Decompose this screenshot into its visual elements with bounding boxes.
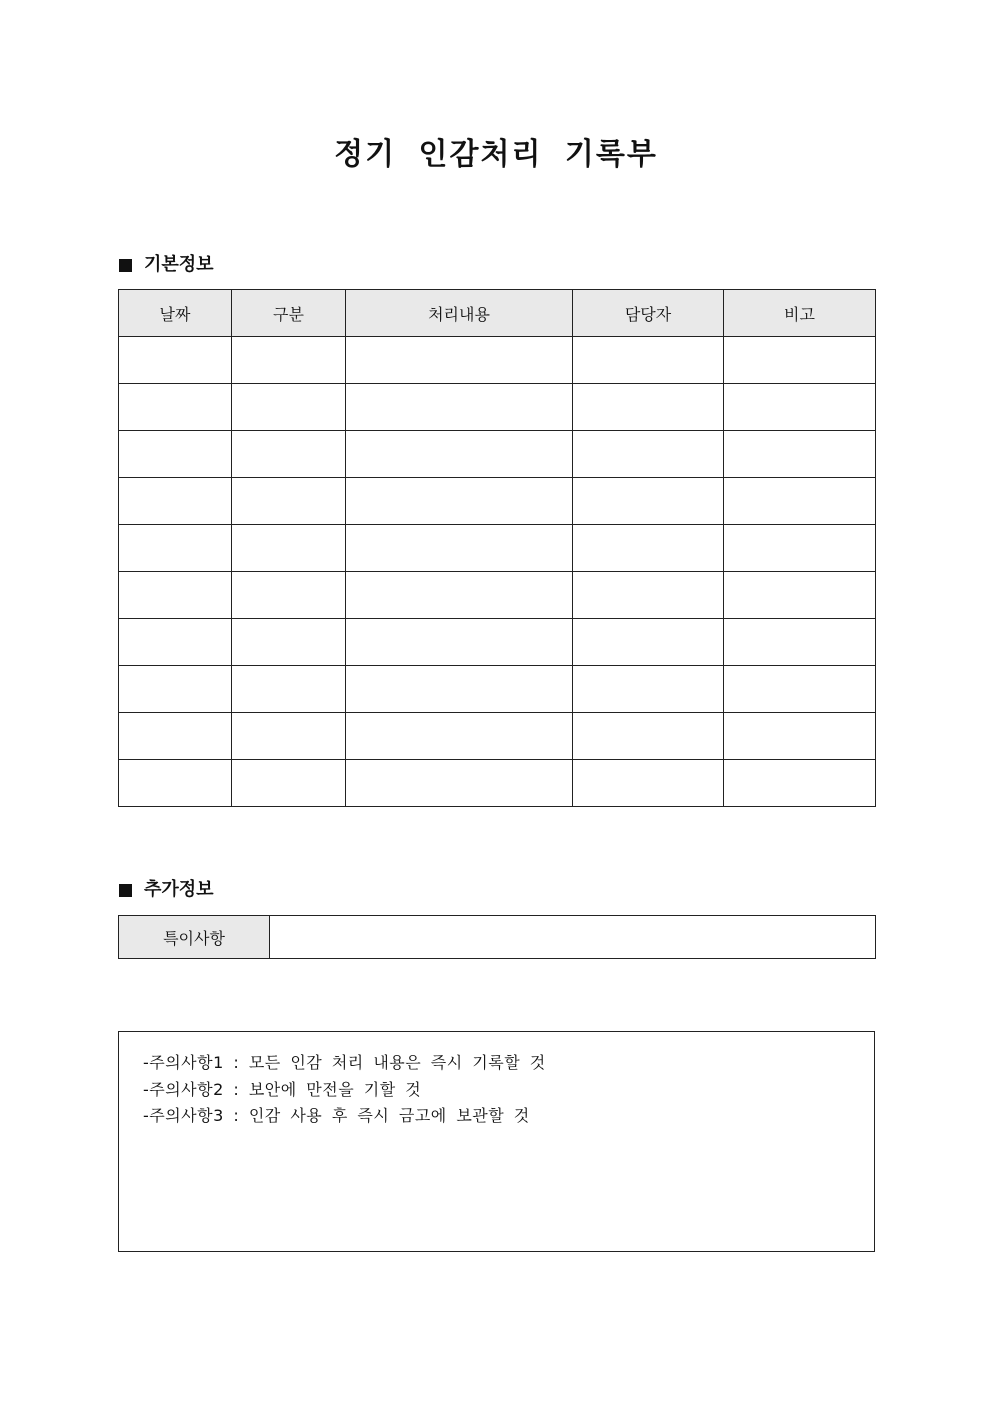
table-row <box>119 760 876 807</box>
table-cell-content[interactable] <box>346 478 573 525</box>
table-cell-remarks[interactable] <box>724 478 876 525</box>
table-row <box>119 713 876 760</box>
table-cell-manager[interactable] <box>573 572 724 619</box>
table-cell-content[interactable] <box>346 666 573 713</box>
section-heading-extra <box>119 878 214 902</box>
table-cell-category[interactable] <box>232 760 346 807</box>
table-row <box>119 666 876 713</box>
table-cell-category[interactable] <box>232 384 346 431</box>
table-cell-content[interactable] <box>346 619 573 666</box>
special-notes-label: 특이사항 <box>119 916 270 959</box>
table-row <box>119 431 876 478</box>
table-cell-content[interactable] <box>346 431 573 478</box>
column-header-date: 날짜 <box>119 290 232 337</box>
table-cell-date[interactable] <box>119 619 232 666</box>
table-cell-content[interactable] <box>346 572 573 619</box>
precaution-item: -주의사항1 : 모든 인감 처리 내용은 즉시 기록할 것 <box>143 1053 546 1072</box>
square-bullet-icon <box>119 884 132 897</box>
table-cell-date[interactable] <box>119 337 232 384</box>
table-cell-remarks[interactable] <box>724 525 876 572</box>
table-cell-date[interactable] <box>119 478 232 525</box>
table-cell-date[interactable] <box>119 760 232 807</box>
table-cell-manager[interactable] <box>573 666 724 713</box>
section-heading-basic <box>119 253 214 277</box>
special-notes-field[interactable] <box>270 916 876 959</box>
section-heading-basic-label: 기본정보 <box>144 254 214 275</box>
table-cell-category[interactable] <box>232 337 346 384</box>
table-cell-manager[interactable] <box>573 713 724 760</box>
table-cell-manager[interactable] <box>573 760 724 807</box>
table-row <box>119 619 876 666</box>
table-row <box>119 478 876 525</box>
table-header-row <box>119 290 876 337</box>
precautions-list <box>143 1050 546 1130</box>
table-row <box>119 572 876 619</box>
table-cell-category[interactable] <box>232 619 346 666</box>
table-cell-manager[interactable] <box>573 478 724 525</box>
precaution-item: -주의사항2 : 보안에 만전을 기할 것 <box>143 1079 422 1099</box>
table-cell-category[interactable] <box>232 572 346 619</box>
column-header-manager: 담당자 <box>573 290 724 337</box>
table-row <box>119 916 876 959</box>
table-cell-remarks[interactable] <box>724 619 876 666</box>
table-cell-manager[interactable] <box>573 431 724 478</box>
column-header-content: 처리내용 <box>346 290 573 337</box>
table-cell-remarks[interactable] <box>724 760 876 807</box>
section-heading-extra-label: 추가정보 <box>144 879 214 900</box>
table-cell-date[interactable] <box>119 431 232 478</box>
table-cell-remarks[interactable] <box>724 713 876 760</box>
table-cell-manager[interactable] <box>573 619 724 666</box>
precaution-item: -주의사항3 : 인감 사용 후 즉시 금고에 보관할 것 <box>143 1106 530 1125</box>
precautions-box <box>118 1031 875 1252</box>
square-bullet-icon <box>119 259 132 272</box>
table-cell-content[interactable] <box>346 384 573 431</box>
table-cell-remarks[interactable] <box>724 384 876 431</box>
table-cell-content[interactable] <box>346 525 573 572</box>
table-row <box>119 337 876 384</box>
extra-info-table <box>118 915 876 959</box>
table-cell-content[interactable] <box>346 713 573 760</box>
table-cell-remarks[interactable] <box>724 431 876 478</box>
table-cell-remarks[interactable] <box>724 666 876 713</box>
table-cell-manager[interactable] <box>573 525 724 572</box>
table-cell-category[interactable] <box>232 525 346 572</box>
table-cell-category[interactable] <box>232 431 346 478</box>
table-cell-date[interactable] <box>119 572 232 619</box>
basic-info-table <box>118 289 876 807</box>
table-cell-category[interactable] <box>232 666 346 713</box>
column-header-category: 구분 <box>232 290 346 337</box>
table-row <box>119 384 876 431</box>
table-cell-manager[interactable] <box>573 384 724 431</box>
table-cell-date[interactable] <box>119 666 232 713</box>
table-cell-category[interactable] <box>232 478 346 525</box>
column-header-remarks: 비고 <box>724 290 876 337</box>
table-cell-content[interactable] <box>346 760 573 807</box>
table-cell-date[interactable] <box>119 384 232 431</box>
table-row <box>119 525 876 572</box>
table-cell-manager[interactable] <box>573 337 724 384</box>
table-cell-category[interactable] <box>232 713 346 760</box>
table-cell-date[interactable] <box>119 713 232 760</box>
table-cell-date[interactable] <box>119 525 232 572</box>
table-cell-remarks[interactable] <box>724 337 876 384</box>
table-cell-remarks[interactable] <box>724 572 876 619</box>
page-title: 정기 인감처리 기록부 <box>334 137 658 172</box>
table-cell-content[interactable] <box>346 337 573 384</box>
